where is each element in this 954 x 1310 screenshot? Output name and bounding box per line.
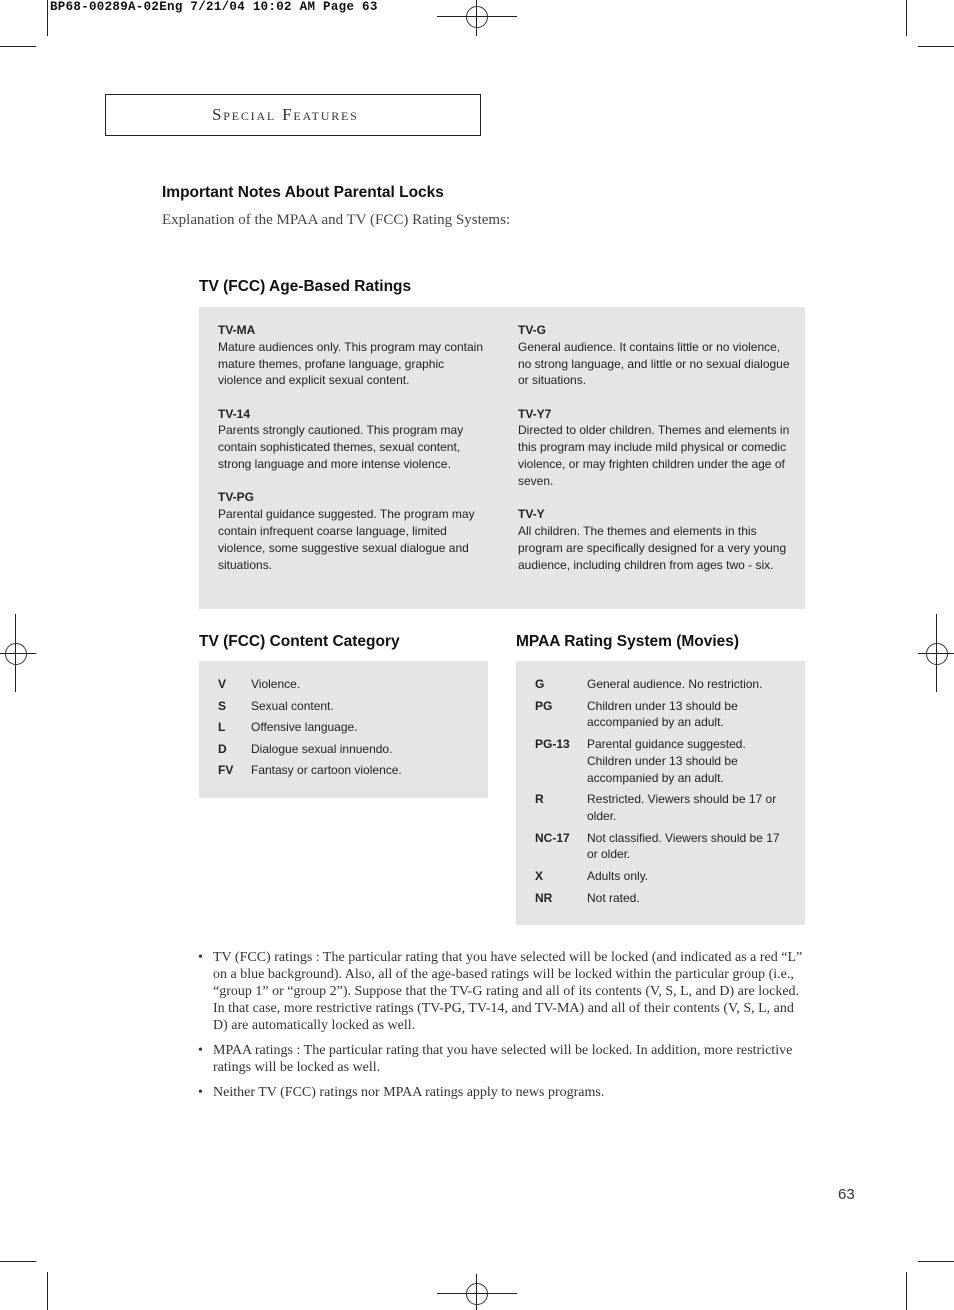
crop-mark [906, 1272, 907, 1310]
crop-mark [918, 1261, 954, 1262]
list-item [198, 1085, 804, 1102]
content-category-title: TV (FCC) Content Category [199, 633, 400, 650]
mpaa-code: NC-17 [535, 830, 570, 845]
crop-mark [918, 46, 954, 47]
list-item [218, 698, 478, 715]
rating-description: General audience. It contains little or no violence, no strong language, and little or no sexual dialogue or situations. [518, 339, 790, 388]
list-item [535, 698, 797, 732]
rating-item [218, 489, 490, 573]
page-number: 63 [838, 1186, 855, 1203]
note-text: TV (FCC) ratings : The particular rating that you have selected will be locked (and indicated as a red “L” on a blue background). Also, all of the age-based ratings will be locked within the particular group (i.e., “group 1” or “group 2”). Suppose that the TV-G rating and all of its contents (V, S, L, and D) are locked. In that case, more restrictive ratings (TV-PG, TV-14, and TV-MA) and all of their contents (V, S, L, and D) are automatically locked as well. [213, 950, 803, 1033]
list-item [218, 719, 478, 736]
print-slug: BP68-00289A-02Eng 7/21/04 10:02 AM Page 63 [50, 0, 378, 14]
rating-item [518, 406, 790, 490]
age-ratings-left-column [218, 322, 490, 590]
mpaa-code: R [535, 792, 544, 807]
category-description: Fantasy or cartoon violence. [251, 763, 402, 778]
mpaa-code: PG-13 [535, 736, 570, 751]
rating-description: Mature audiences only. This program may contain mature themes, profane language, graphic violence and explicit sexual content. [218, 339, 484, 388]
crop-mark [47, 0, 48, 36]
page-subheading: Explanation of the MPAA and TV (FCC) Rating Systems: [162, 212, 511, 228]
note-text: MPAA ratings : The particular rating that you have selected will be locked. In addition, more restrictive ratings will be locked as well. [213, 1043, 793, 1075]
content-category-panel [199, 661, 488, 798]
bullet-icon: • [198, 1085, 203, 1101]
list-item [218, 676, 478, 693]
mpaa-description: General audience. No restriction. [587, 677, 763, 691]
notes-list [198, 950, 804, 1111]
rating-item [518, 506, 790, 573]
mpaa-description: Restricted. Viewers should be 17 or older. [587, 792, 777, 823]
list-item [535, 791, 797, 825]
category-description: Violence. [251, 677, 301, 691]
age-ratings-title: TV (FCC) Age-Based Ratings [199, 278, 412, 295]
mpaa-title: MPAA Rating System (Movies) [516, 633, 740, 650]
rating-description: Parental guidance suggested. The program may contain infrequent coarse language, limited violence, some suggestive sexual dialogue and situations. [218, 507, 475, 572]
age-ratings-panel [199, 307, 805, 609]
crop-mark [0, 46, 36, 47]
category-code: S [218, 698, 227, 713]
category-description: Sexual content. [251, 698, 334, 713]
rating-description: All children. The themes and elements in this program are specifically designed for a very young audience, including children from ages two - six. [518, 523, 787, 572]
list-item [535, 868, 797, 885]
mpaa-description: Children under 13 should be accompanied by an adult. [587, 698, 738, 730]
rating-item [518, 322, 790, 389]
list-item [218, 741, 478, 758]
section-title: Special Features [212, 105, 359, 124]
section-header-box [105, 94, 481, 136]
category-description: Dialogue sexual innuendo. [251, 741, 393, 756]
age-ratings-right-column [518, 322, 790, 590]
mpaa-code: NR [535, 890, 553, 905]
list-item [218, 762, 478, 779]
list-item [198, 950, 804, 1035]
list-item [198, 1043, 804, 1077]
category-code: L [218, 720, 226, 735]
bullet-icon: • [198, 950, 203, 965]
list-item [535, 736, 797, 786]
rating-code: TV-MA [218, 323, 256, 337]
mpaa-list [535, 676, 797, 906]
mpaa-description: Adults only. [587, 868, 649, 883]
category-code: D [218, 741, 227, 756]
category-code: FV [218, 763, 234, 778]
rating-description: Parents strongly cautioned. This program may contain sophisticated themes, sexual content, strong language and more intense violence. [218, 423, 464, 472]
page-heading: Important Notes About Parental Locks [162, 184, 444, 201]
list-item [535, 890, 797, 907]
note-text: Neither TV (FCC) ratings nor MPAA ratings apply to news programs. [213, 1085, 605, 1101]
list-item [535, 830, 797, 864]
rating-code: TV-PG [218, 490, 255, 505]
category-code: V [218, 677, 227, 691]
mpaa-code: PG [535, 698, 553, 713]
content-category-list [218, 676, 478, 779]
crop-mark [0, 1261, 36, 1262]
rating-code: TV-G [518, 323, 547, 337]
mpaa-description: Not rated. [587, 890, 640, 905]
category-description: Offensive language. [251, 720, 358, 735]
mpaa-code: X [535, 868, 544, 883]
rating-code: TV-14 [218, 406, 251, 421]
mpaa-description: Parental guidance suggested. Children under 13 should be accompanied by an adult. [587, 736, 746, 785]
rating-code: TV-Y7 [518, 406, 552, 421]
mpaa-description: Not classified. Viewers should be 17 or older. [587, 830, 780, 862]
mpaa-panel [516, 661, 805, 925]
crop-mark [906, 0, 907, 36]
mpaa-code: G [535, 677, 545, 691]
crop-mark [47, 1272, 48, 1310]
rating-item [218, 322, 490, 389]
list-item [535, 676, 797, 693]
rating-code: TV-Y [518, 507, 545, 522]
rating-item [218, 406, 490, 473]
bullet-icon: • [198, 1043, 203, 1059]
rating-description: Directed to older children. Themes and elements in this program may include mild physical or comedic violence, or may frighten children under the age of seven. [518, 423, 790, 488]
